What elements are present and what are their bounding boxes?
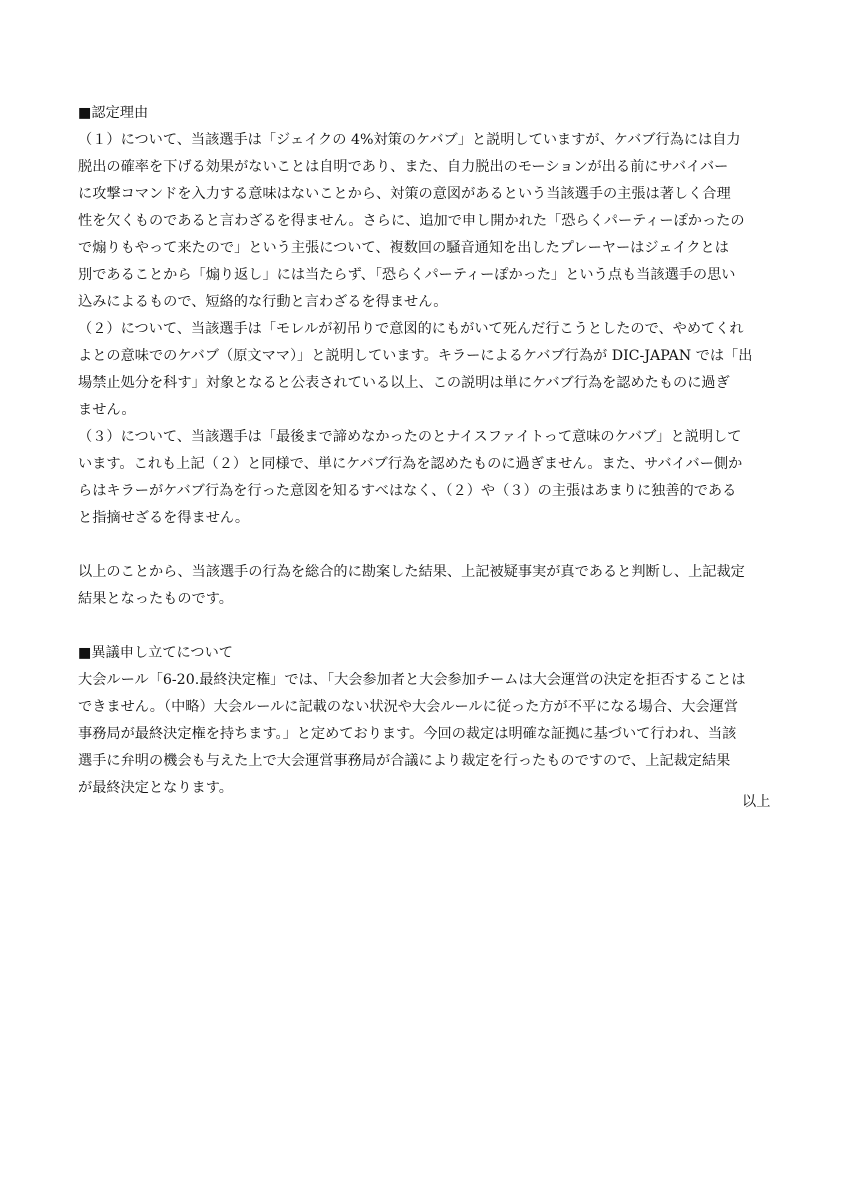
paragraph-line: （２）について、当該選手は「モレルが初吊りで意図的にもがいて死んだ行こうとしたので、やめてくれ — [78, 321, 744, 337]
paragraph-line: います。これも上記（２）と同様で、単にケバブ行為を認めたものに過ぎません。また、サバイバー側か — [78, 456, 743, 472]
paragraph-line: 性を欠くものであると言わざるを得ません。さらに、追加で申し開かれた「恐らくパーティーぽかったの — [78, 213, 745, 229]
paragraph-line: らはキラーがケバブ行為を行った意図を知るすべはなく、（２）や（３）の主張はあまりに独善的である — [78, 483, 737, 499]
paragraph-line: が最終決定となります。 — [78, 780, 233, 796]
spacer — [78, 613, 772, 640]
conclusion-line: 以上のことから、当該選手の行為を総合的に勘案した結果、上記被疑事実が真であると判断し、上記裁定 — [78, 564, 745, 580]
paragraph-line: 事務局が最終決定権を持ちます。」と定めております。今回の裁定は明確な証拠に基づいて行われ、当該 — [78, 726, 737, 742]
paragraph-line: と指摘せざるを得ません。 — [78, 510, 250, 526]
paragraph-line: 選手に弁明の機会も与えた上で大会運営事務局が合議により裁定を行ったものですので、上記裁定結果 — [78, 753, 731, 769]
conclusion-line: 結果となったものです。 — [78, 591, 233, 607]
paragraph-line: できません。（中略）大会ルールに記載のない状況や大会ルールに従った方が不平になる場合、大会運営 — [78, 699, 739, 715]
section-heading-reason: ■認定理由 — [78, 105, 149, 121]
paragraph-line: （１）について、当該選手は「ジェイクの 4%対策のケバブ」と説明していますが、ケバブ行為には自力 — [78, 132, 741, 148]
paragraph-line: よとの意味でのケバブ（原文ママ）」と説明しています。キラーによるケバブ行為が DIC-JAPAN では「出 — [78, 348, 753, 364]
paragraph-line: （３）について、当該選手は「最後まで諦めなかったのとナイスファイトって意味のケバブ」と説明して — [78, 429, 742, 445]
closing-mark: 以上 — [742, 794, 771, 810]
paragraph-line: 込みによるもので、短絡的な行動と言わざるを得ません。 — [78, 294, 448, 310]
paragraph-line: 場禁止処分を科す」対象となると公表されている以上、この説明は単にケバブ行為を認めたものに過ぎ — [78, 375, 730, 391]
section-heading-objection: ■異議申し立てについて — [78, 645, 233, 661]
paragraph-line: 大会ルール「6-20.最終決定権」では、「大会参加者と大会参加チームは大会運営の決定を拒否することは — [78, 672, 746, 688]
paragraph-line: ません。 — [78, 402, 136, 418]
paragraph-line: 別であることから「煽り返し」には当たらず、「恐らくパーティーぽかった」という点も当該選手の思い — [78, 267, 736, 283]
spacer — [78, 532, 772, 559]
paragraph-line: で煽りもやって来たので」という主張について、複数回の騒音通知を出したプレーヤーはジェイクとは — [78, 240, 729, 256]
paragraph-line: 脱出の確率を下げる効果がないことは自明であり、また、自力脱出のモーションが出る前にサバイバー — [78, 159, 729, 175]
document-body — [78, 100, 772, 802]
paragraph-line: に攻撃コマンドを入力する意味はないことから、対策の意図があるという当該選手の主張は著しく合理 — [78, 186, 731, 202]
